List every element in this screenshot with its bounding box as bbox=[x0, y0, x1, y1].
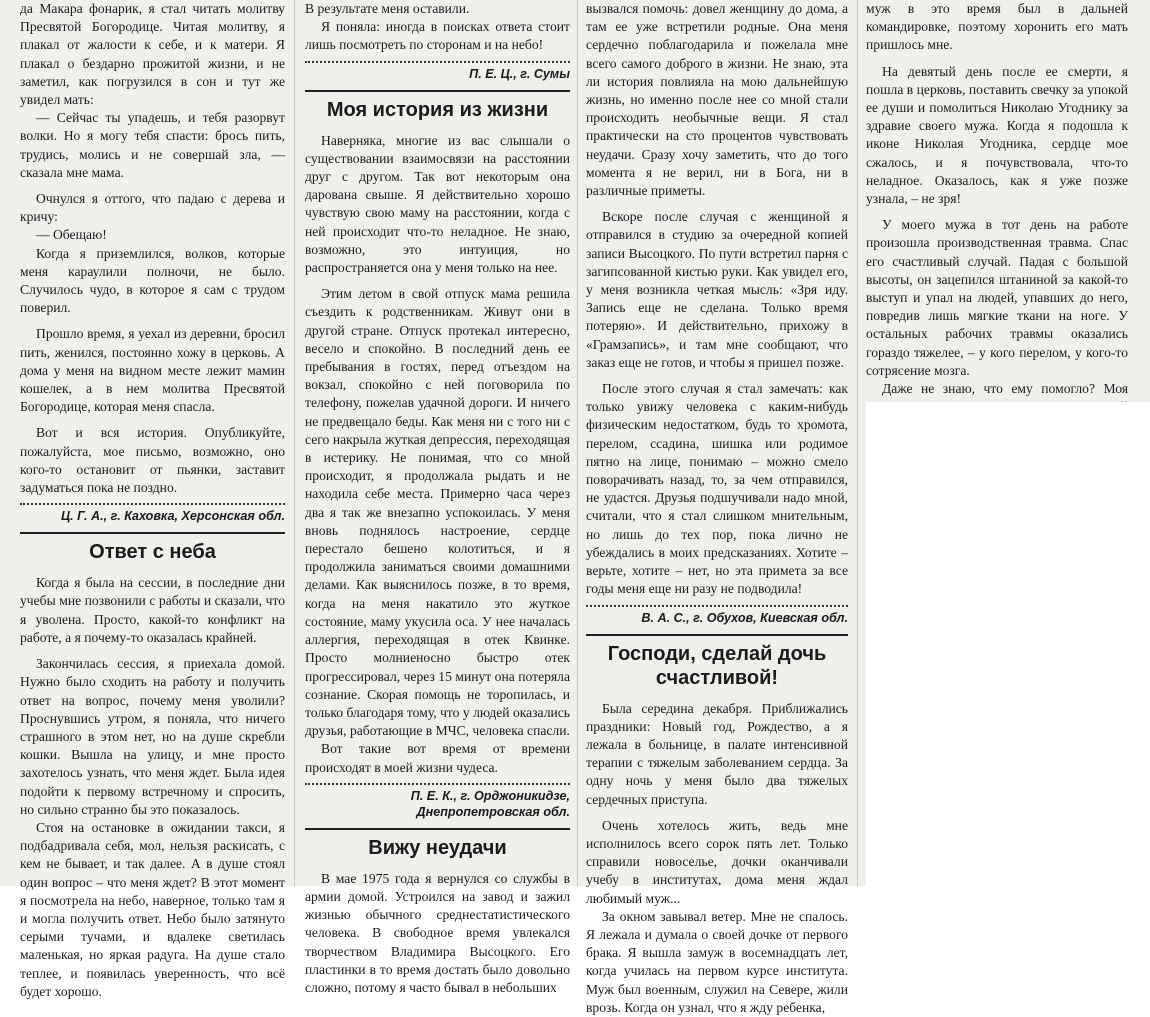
paragraph: вызвался помочь: довел женщину до дома, а там ее уже встретили родные. Она меня сердечно поблагодарила и пожелала мне всего самого доброго в жизни. Не знаю, эта ли история повлияла на мою дальнейшую жизнь, но именно после нее со мной стали происходить необычные вещи. Я стал практически на сто процентов чувствовать неудачи. Сразу хочу заметить, что до того момента я не верил, ни в Бога, ни в различные приметы. bbox=[586, 1, 848, 199]
paragraph: На девятый день после ее смерти, я пошла в церковь, поставить свечку за упокой ее души и помолиться Николаю Угоднику за здравие своего мужа. Когда я подошла к иконе Николая Угодника, сердце мое сжалось, и я почувствовала, что-то неладное. Оказалось, как я уже позже узнала, – не зря! bbox=[866, 63, 1128, 207]
paragraph: Была середина декабря. Приближались праздники: Новый год, Рождество, а я лежала в больнице, в палате интенсивной терапии с тяжелым заболеванием сердца. За одну ночь у меня было два тяжелых сердечных приступа. bbox=[586, 700, 848, 807]
paragraph: Когда я была на сессии, в последние дни учебы мне позвонили с работы и сказали, что я уволена. Просто, какой-то конфликт на работе, а я почему-то оказалась крайней. bbox=[20, 575, 285, 645]
paragraph: муж в это время был в дальней командировке, поэтому хоронить его мать пришлось мне. bbox=[866, 1, 1128, 53]
paragraph: Вот и вся история. Опубликуйте, пожалуйста, мое письмо, возможно, оно кого-то остановит от пьянки, заставит задуматься пока не поздно. bbox=[20, 425, 285, 496]
column-2 bbox=[305, 0, 570, 995]
paragraph: Очень хотелось жить, ведь мне исполнилось всего сорок пять лет. Только справили новоселье, дочки оканчивали учебу в институтах, дома меня ждал любимый муж... bbox=[586, 817, 848, 906]
column-divider bbox=[577, 0, 578, 886]
blank-area bbox=[866, 402, 1150, 886]
paragraph: В результате меня оставили. bbox=[305, 1, 470, 16]
paragraph: Очнулся я оттого, что падаю с дерева и кричу: bbox=[20, 191, 285, 225]
article-heading: Ответ с неба bbox=[20, 532, 285, 564]
article-heading: Господи, сделай дочь счастливой! bbox=[586, 634, 848, 690]
author-signature: В. А. С., г. Обухов, Киевская обл. bbox=[586, 605, 848, 626]
paragraph: Когда я приземлился, волков, которые меня караулили полночи, не было. Случилось чудо, в которое я сам с трудом поверил. bbox=[20, 245, 285, 316]
paragraph: Я поняла: иногда в поисках ответа стоит лишь посмотреть по сторонам и на небо! bbox=[305, 19, 570, 53]
column-1 bbox=[20, 0, 285, 999]
column-3 bbox=[586, 0, 848, 1015]
paragraph: — Обещаю! bbox=[36, 227, 107, 243]
paragraph: У моего мужа в тот день на работе произошла производственная травма. Спас его счастливый случай. Падая с большой высоты, он зацепился штаниной за какой-то выступ и упал на людей, упавших до него, повредив лишь мягкие ткани на ноге. У остальных рабочих травмы оказались гораздо тяжелее, – у кого перелом, у кого-то сотрясение мозга. bbox=[866, 217, 1128, 378]
paragraph: Прошло время, я уехал из деревни, бросил пить, женился, постоянно хожу в церковь. А дома у меня на видном месте лежит мамин кошелек, а в нем молитва Пресвятой Богородице, которая меня спасла. bbox=[20, 326, 285, 415]
column-4 bbox=[866, 0, 1128, 402]
paragraph: Даже не знаю, что ему помогло? Моя bbox=[882, 381, 1128, 397]
paragraph: После этого случая я стал замечать: как только увижу человека с каким-нибудь физическим недостатком, будь то хромота, перелом, ссадина, шишка или родимое пятно на лице, понимаю – можно смело поворачивать назад, то, за чем отправился, не удастся. Друзья подшучивали надо мной, считали, что я стал слишком мнительным, но лишь до тех пор, пока лично не убеждались в моих предсказаниях. Хотите – верьте, хотите – нет, но эта примета за все годы меня еще ни разу не подводила! bbox=[586, 381, 848, 597]
paragraph: да Макара фонарик, я стал читать молитву Пресвятой Богородице. Читая молитву, я плакал от жалости к себе, и к матери. Я плакал о бездарно прожитой жизни, и не заметил, как погрузился в сон и тут же увидел мать: bbox=[20, 1, 285, 108]
paragraph: Вот такие вот время от времени происходят в моей жизни чудеса. bbox=[305, 741, 570, 775]
paragraph: Закончилась сессия, я приехала домой. Нужно было сходить на работу и получить ответ на вопрос, почему меня уволили? Проснувшись утром, я поняла, что ничего страшного в этом нет, но на душе скребли кошки. Вышла на улицу, и мне просто захотелось узнать, что меня ждет. Была идея подойти к первому встречному и спросить, но сильно странно бы это показалось. bbox=[20, 656, 285, 817]
paragraph: — Сейчас ты упадешь, и тебя разорвут волки. Но я могу тебя спасти: брось пить, трудись, молись и не совершай зла, — сказала мне мама. bbox=[20, 110, 285, 180]
column-divider bbox=[857, 0, 858, 886]
paragraph: В мае 1975 года я вернулся со службы в армии домой. Устроился на завод и зажил жизнью обычного среднестатистического человека. В свободное время увлекался творчеством Владимира Высоцкого. Его пластинки в то время достать было довольно сложно, потому я часто бывал в небольших bbox=[305, 870, 570, 995]
article-heading: Моя история из жизни bbox=[305, 90, 570, 122]
author-signature: Ц. Г. А., г. Каховка, Херсонская обл. bbox=[20, 503, 285, 524]
column-divider bbox=[294, 0, 295, 886]
author-signature: П. Е. Ц., г. Сумы bbox=[305, 61, 570, 82]
paragraph: Наверняка, многие из вас слышали о существовании взаимосвязи на расстоянии друг с другом. Так вот некоторым она дарована свыше. Я действительно хорошо чувствую свою маму на расстоянии, когда с ней происходит что-то неладное. Не знаю, возможно, это интуиция, но распространяется она у меня только на нее. bbox=[305, 132, 570, 276]
author-signature: П. Е. К., г. Орджоникидзе, Днепропетровская обл. bbox=[305, 783, 570, 820]
paragraph: Вскоре после случая с женщиной я отправился в студию за очередной копией записи Высоцкого. По пути встретил парня с загипсованной кистью руки. Как увидел его, у меня возникла четкая мысль: «Зря иду. Запись еще не сделана. Только время потеряю». И действительно, прихожу в «Грамзапись», и там мне сообщают, что заказ еще не готов, и чтобы я пришел позже. bbox=[586, 209, 848, 370]
article-heading: Вижу неудачи bbox=[305, 828, 570, 860]
paragraph: Стоя на остановке в ожидании такси, я подбадривала себя, мол, нельзя раскисать, с кем не бывает, и так далее. А в душе стоял один вопрос – что меня ждет? В этот момент я посмотрела на небо, наверное, только там я и могла получить ответ. Небо было затянуто серыми тучами, и вдалеке светилась маленькая, но яркая радуга. На душе стало теплее, и появилась уверенность, что всё будет хорошо. bbox=[20, 819, 285, 999]
paragraph: Этим летом в свой отпуск мама решила съездить к родственникам. Живут они в другой стране. Отпуск протекал интересно, весело и спокойно. В последний день ее пребывания в гостях, перед отъездом на вокзал, спокойно с ней поговорила по телефону, пожелав удачной дороги. И ничего не предвещало беды. Как меня ни с того ни с сего накрыла жуткая депрессия, переходящая в истерику. Не понимая, что со мной происходит, я продолжала рыдать и не находила себе места. Примерно часа через два я так же внезапно успокоилась. У меня вновь поднялось настроение, сердце перестало бешено колотиться, и я продолжила заниматься своими домашними делами. Как выяснилось позже, в то время, когда на меня накатило это жуткое состояние, маму укусила оса. У нее началась аллергия, переходящая в отек Квинке. Просто молниеносно быстро отек прогрессировал, через 15 минут она потеряла сознание. Скорая помощь не торопилась, и только благодаря тому, что у людей оказались друзья, работающие в МЧС, человека спасли. bbox=[305, 286, 570, 739]
paragraph: За окном завывал ветер. Мне не спалось. Я лежала и думала о своей дочке от первого брака. Я вышла замуж в восемнадцать лет, когда училась на первом курсе института. Муж был военным, служил на Севере, жили врозь. Когда он узнал, что я жду ребенка, bbox=[586, 908, 848, 1015]
